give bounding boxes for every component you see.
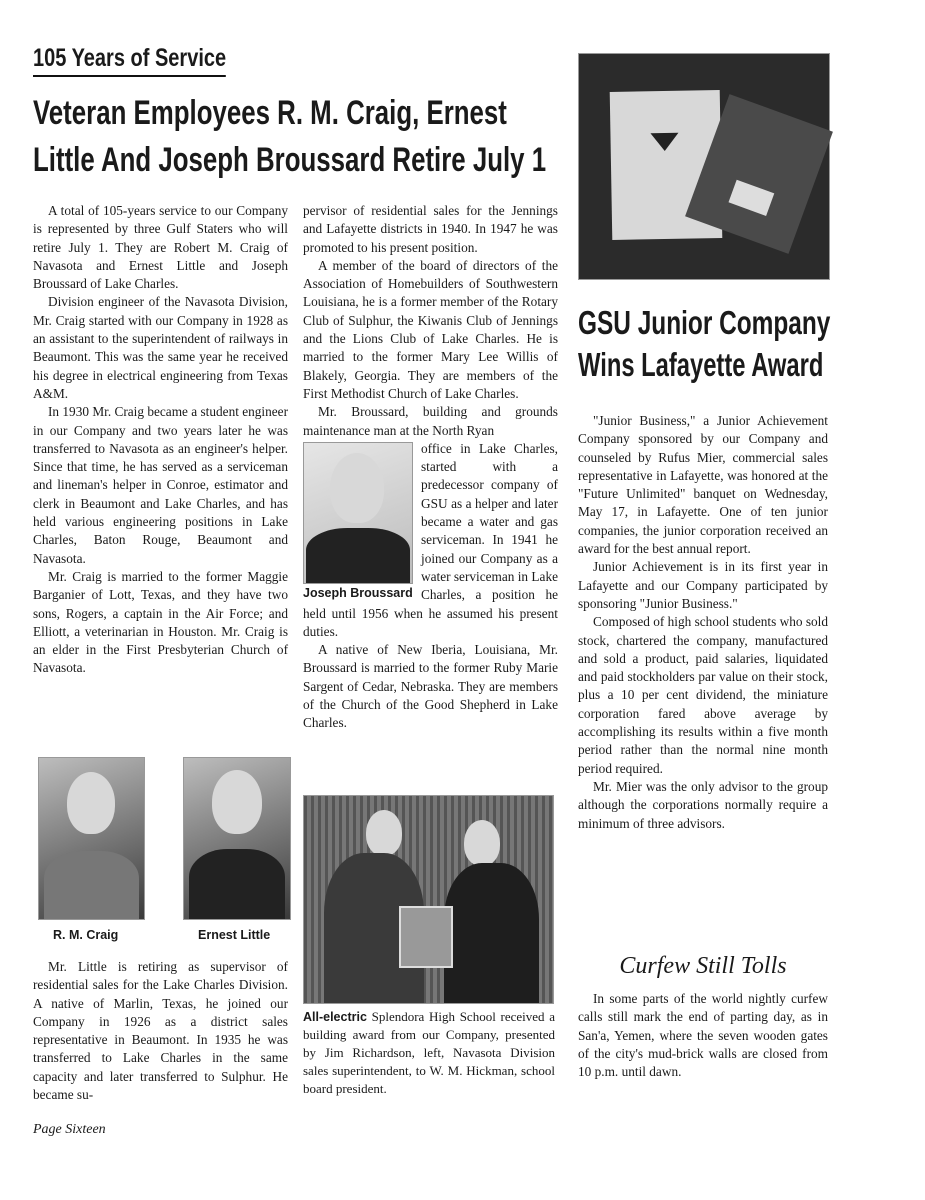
article-column-2 [303,202,558,733]
broussard-figure [303,440,415,600]
paragraph: office in Lake Charles, started with a predecessor company of GSU as a helper and later became a water and gas serviceman. In 1941 he joined our Company as a water serviceman in Lake Charles, a position he held until 1956 when he assumed his present duties. [303,440,558,639]
article-column-1-continued [33,958,288,1104]
paragraph: In 1930 Mr. Craig became a student engineer in our Company and two years later he was transferred to Navasota as an engineer's helper. Since that time, he has served as a serviceman and lineman's helper in Conroe, estimator and clerk in Beaumont and Lake Charles, and has held various engineering positions in Lake Charles, Baton Rouge, Beaumont and Navasota. [33,404,289,566]
caption-broussard: Joseph Broussard [303,585,413,600]
caption-text: Splendora High School received a building award from our Company, presented by Jim Richardson, left, Navasota Division sales superintendent, to W. M. Hickman, school board president. [303,1009,555,1096]
paragraph: Mr. Craig is married to the former Maggie Barganier of Lott, Texas, and they have two sons, Rogers, a captain in the Air Force; and Elliott, a veterinarian in Houston. Mr. Craig is an elder in the First Presbyterian Church of Navasota. [33,568,288,676]
gsu-headline-line-1: GSU Junior Company [578,304,831,341]
paragraph: A member of the board of directors of the Association of Homebuilders of Southwestern Louisiana, he is a former member of the Rotary Club of Sulphur, the Kiwanis Club of Jennings and the Lions Club of Lake Charles. He is married to the former Mary Lee Willis of Blakely, Georgia. They are members of the First Methodist Church of Lake Charles. [303,257,558,401]
paragraph: Mr. Broussard, building and grounds maintenance man at the North Ryan [303,404,558,438]
stockholders-report-photo [578,53,830,280]
paragraph: Composed of high school students who sold stock, chartered the company, manufactured and sold a product, paid salaries, liquidated and paid stockholders par value on their stock, plus a 10 per cent dividend, the miniature corporation fared above average by accomplishing its results within a five month period rather than the normal nine month period required. [578,614,828,776]
gsu-article [578,412,828,833]
curfew-title: Curfew Still Tolls [619,953,787,979]
headline-line-1: Veteran Employees R. M. Craig, Ernest [33,94,507,132]
portrait-broussard-photo [303,442,413,584]
photo-caption [303,1008,555,1098]
award-presentation-photo [303,795,554,1004]
paragraph: In some parts of the world nightly curfew calls still mark the end of parting day, as in San'a, Yemen, where the seven wooden gates of the city's mud-brick walls are closed from 10 p.m. until dawn. [578,991,828,1080]
section-kicker: 105 Years of Service [33,44,226,77]
paragraph: Mr. Little is retiring as supervisor of residential sales for the Lake Charles Division. A native of Marlin, Texas, he joined our Company in 1926 as a district sales representative in Beaumont. In 1935 he was transferred to Lake Charles in the same capacity and later transferred to Sulphur. He became su- [33,959,288,1103]
portrait-craig-photo [38,757,145,920]
paragraph: Mr. Mier was the only advisor to the group although the corporations normally require a minimum of three advisors. [578,778,828,831]
page-number: Page Sixteen [33,1122,106,1137]
portrait-little-photo [183,757,291,920]
paragraph: "Junior Business," a Junior Achievement Company sponsored by our Company and counseled by Rufus Mier, commercial sales representative in Lafayette, was honored at the "Future Unlimited" banquet on Wednesday, May 17, in Lafayette. One of ten junior companies, the junior corporation received an award for the best annual report. [578,413,828,557]
paragraph: A native of New Iberia, Louisiana, Mr. Broussard is married to the former Ruby Marie Sargent of Cedar, Nebraska. They are members of the Church of the Good Shepherd in Lake Charles. [303,642,558,731]
paragraph: Division engineer of the Navasota Division, Mr. Craig started with our Company in 1928 as an assistant to the superintendent of railways in Beaumont. This was the same year he received his degree in electrical engineering from Texas A&M. [33,294,288,401]
caption-craig: R. M. Craig [53,928,119,942]
paragraph: Junior Achievement is in its first year in Lafayette and our Company participated by sponsoring "Junior Business." [578,559,828,611]
caption-lead: All-electric [303,1010,367,1024]
paragraph: pervisor of residential sales for the Jennings and Lafayette districts in 1940. In 1947 he was promoted to his present position. [303,203,558,255]
curfew-article [578,990,828,1081]
gsu-headline-line-2: Wins Lafayette Award [578,346,824,383]
caption-little: Ernest Little [198,928,271,942]
headline-line-2: Little And Joseph Broussard Retire July 1 [33,141,547,179]
paragraph: A total of 105-years service to our Company is represented by three Gulf Staters who will retire July 1. They are Robert M. Craig of Navasota and Ernest Little and Joseph Broussard of Lake Charles. [33,203,288,292]
article-column-1 [33,202,288,678]
